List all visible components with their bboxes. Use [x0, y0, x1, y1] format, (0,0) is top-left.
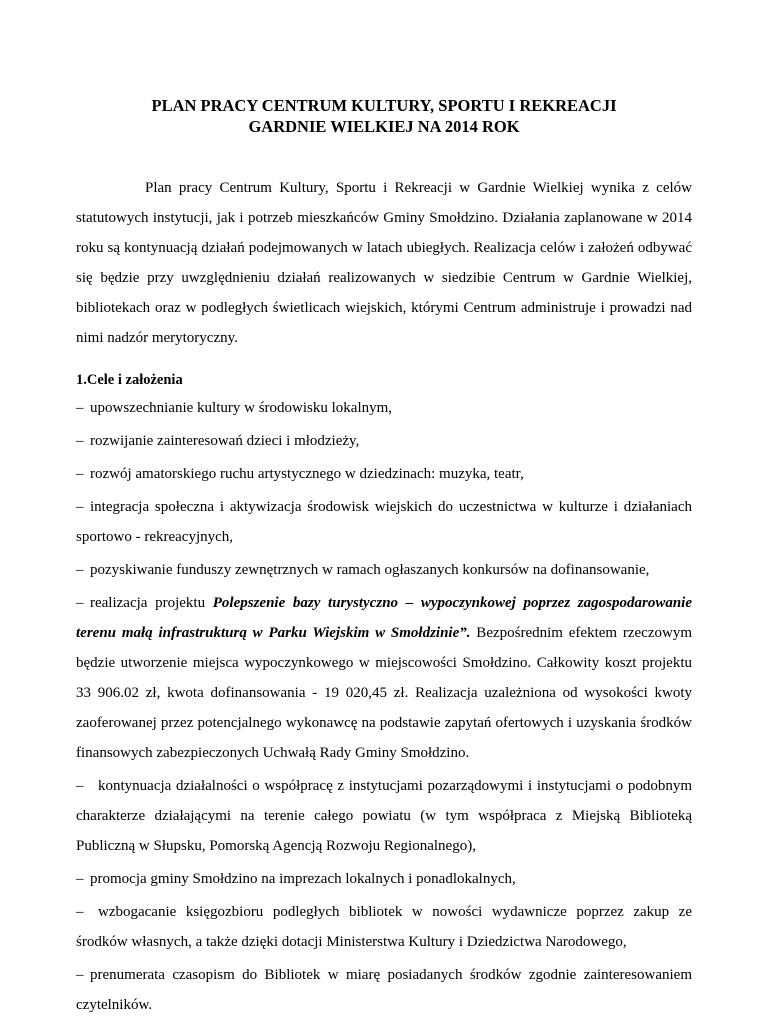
dash-bullet: – — [76, 967, 84, 983]
list-item: – upowszechnianie kultury w środowisku lokalnym, — [76, 390, 692, 423]
dash-bullet: – — [76, 778, 84, 794]
list-item: – kontynuacja działalności o współpracę z instytucjami pozarządowymi i instytucjami o podobnym charakterze działającymi na terenie całego powiatu (w tym współpraca z Miejską Biblioteką Publiczną w Słupsku, Pomorską Agencją Rozwoju Regionalnego), — [76, 768, 692, 861]
document-title — [76, 95, 692, 137]
project-prefix: realizacja projektu — [90, 595, 213, 611]
list-item: – rozwijanie zainteresowań dzieci i młodzieży, — [76, 423, 692, 456]
list-item: – pozyskiwanie funduszy zewnętrznych w ramach ogłaszanych konkursów na dofinansowanie, — [76, 552, 692, 585]
document-page — [76, 0, 692, 1020]
dash-bullet: – — [76, 466, 84, 482]
dash-bullet: – — [76, 871, 84, 887]
list-item: – wzbogacanie księgozbioru podległych bibliotek w nowości wydawnicze poprzez zakup ze środków własnych, a także dzięki dotacji Ministerstwa Kultury i Dziedzictwa Narodowego, — [76, 894, 692, 957]
list-item: – promocja gminy Smołdzino na imprezach lokalnych i ponadlokalnych, — [76, 861, 692, 894]
title-line-2: GARDNIE WIELKIEJ NA 2014 ROK — [248, 117, 520, 136]
dash-bullet: – — [76, 904, 84, 920]
list-item-project — [76, 585, 692, 768]
dash-bullet: – — [76, 499, 84, 515]
title-line-1: PLAN PRACY CENTRUM KULTURY, SPORTU I REKREACJI — [151, 96, 617, 115]
list-item: – prenumerata czasopism do Bibliotek w miarę posiadanych środków zgodnie zainteresowaniem czytelników. — [76, 957, 692, 1020]
list-item: – rozwój amatorskiego ruchu artystycznego w dziedzinach: muzyka, teatr, — [76, 456, 692, 489]
dash-bullet: – — [76, 562, 84, 578]
goals-list — [76, 390, 692, 1020]
dash-bullet: – — [76, 400, 84, 416]
list-item: – integracja społeczna i aktywizacja środowisk wiejskich do uczestnictwa w kulturze i działaniach sportowo - rekreacyjnych, — [76, 489, 692, 552]
project-title: Polepszenie bazy turystyczno – wypoczynkowej poprzez zagospodarowanie terenu małą infrastrukturą w Parku Wiejskim w Smołdzinie”. — [76, 595, 692, 641]
dash-bullet: – — [76, 433, 84, 449]
project-details: Bezpośrednim efektem rzeczowym będzie utworzenie miejsca wypoczynkowego w miejscowości Smołdzino. Całkowity koszt projektu 33 906.02 zł, kwota dofinansowania - 19 020,45 zł. Realizacja uzależniona od wysokości kwoty zaoferowanej przez potencjalnego wykonawcę na podstawie zapytań ofertowych i uzyskania środków finansowych zabezpieczonych Uchwałą Rady Gminy Smołdzino. — [76, 625, 692, 761]
dash-bullet: – — [76, 595, 84, 611]
intro-paragraph: Plan pracy Centrum Kultury, Sportu i Rekreacji w Gardnie Wielkiej wynika z celów statutowych instytucji, jak i potrzeb mieszkańców Gminy Smołdzino. Działania zaplanowane w 2014 roku są kontynuacją działań podejmowanych w latach ubiegłych. Realizacja celów i założeń odbywać się będzie przy uwzględnieniu działań realizowanych w siedzibie Centrum w Gardnie Wielkiej, bibliotekach oraz w podległych świetlicach wiejskich, którymi Centrum administruje i prowadzi nad nimi nadzór merytoryczny. — [76, 180, 692, 346]
section-heading: 1.Cele i założenia — [76, 372, 183, 388]
